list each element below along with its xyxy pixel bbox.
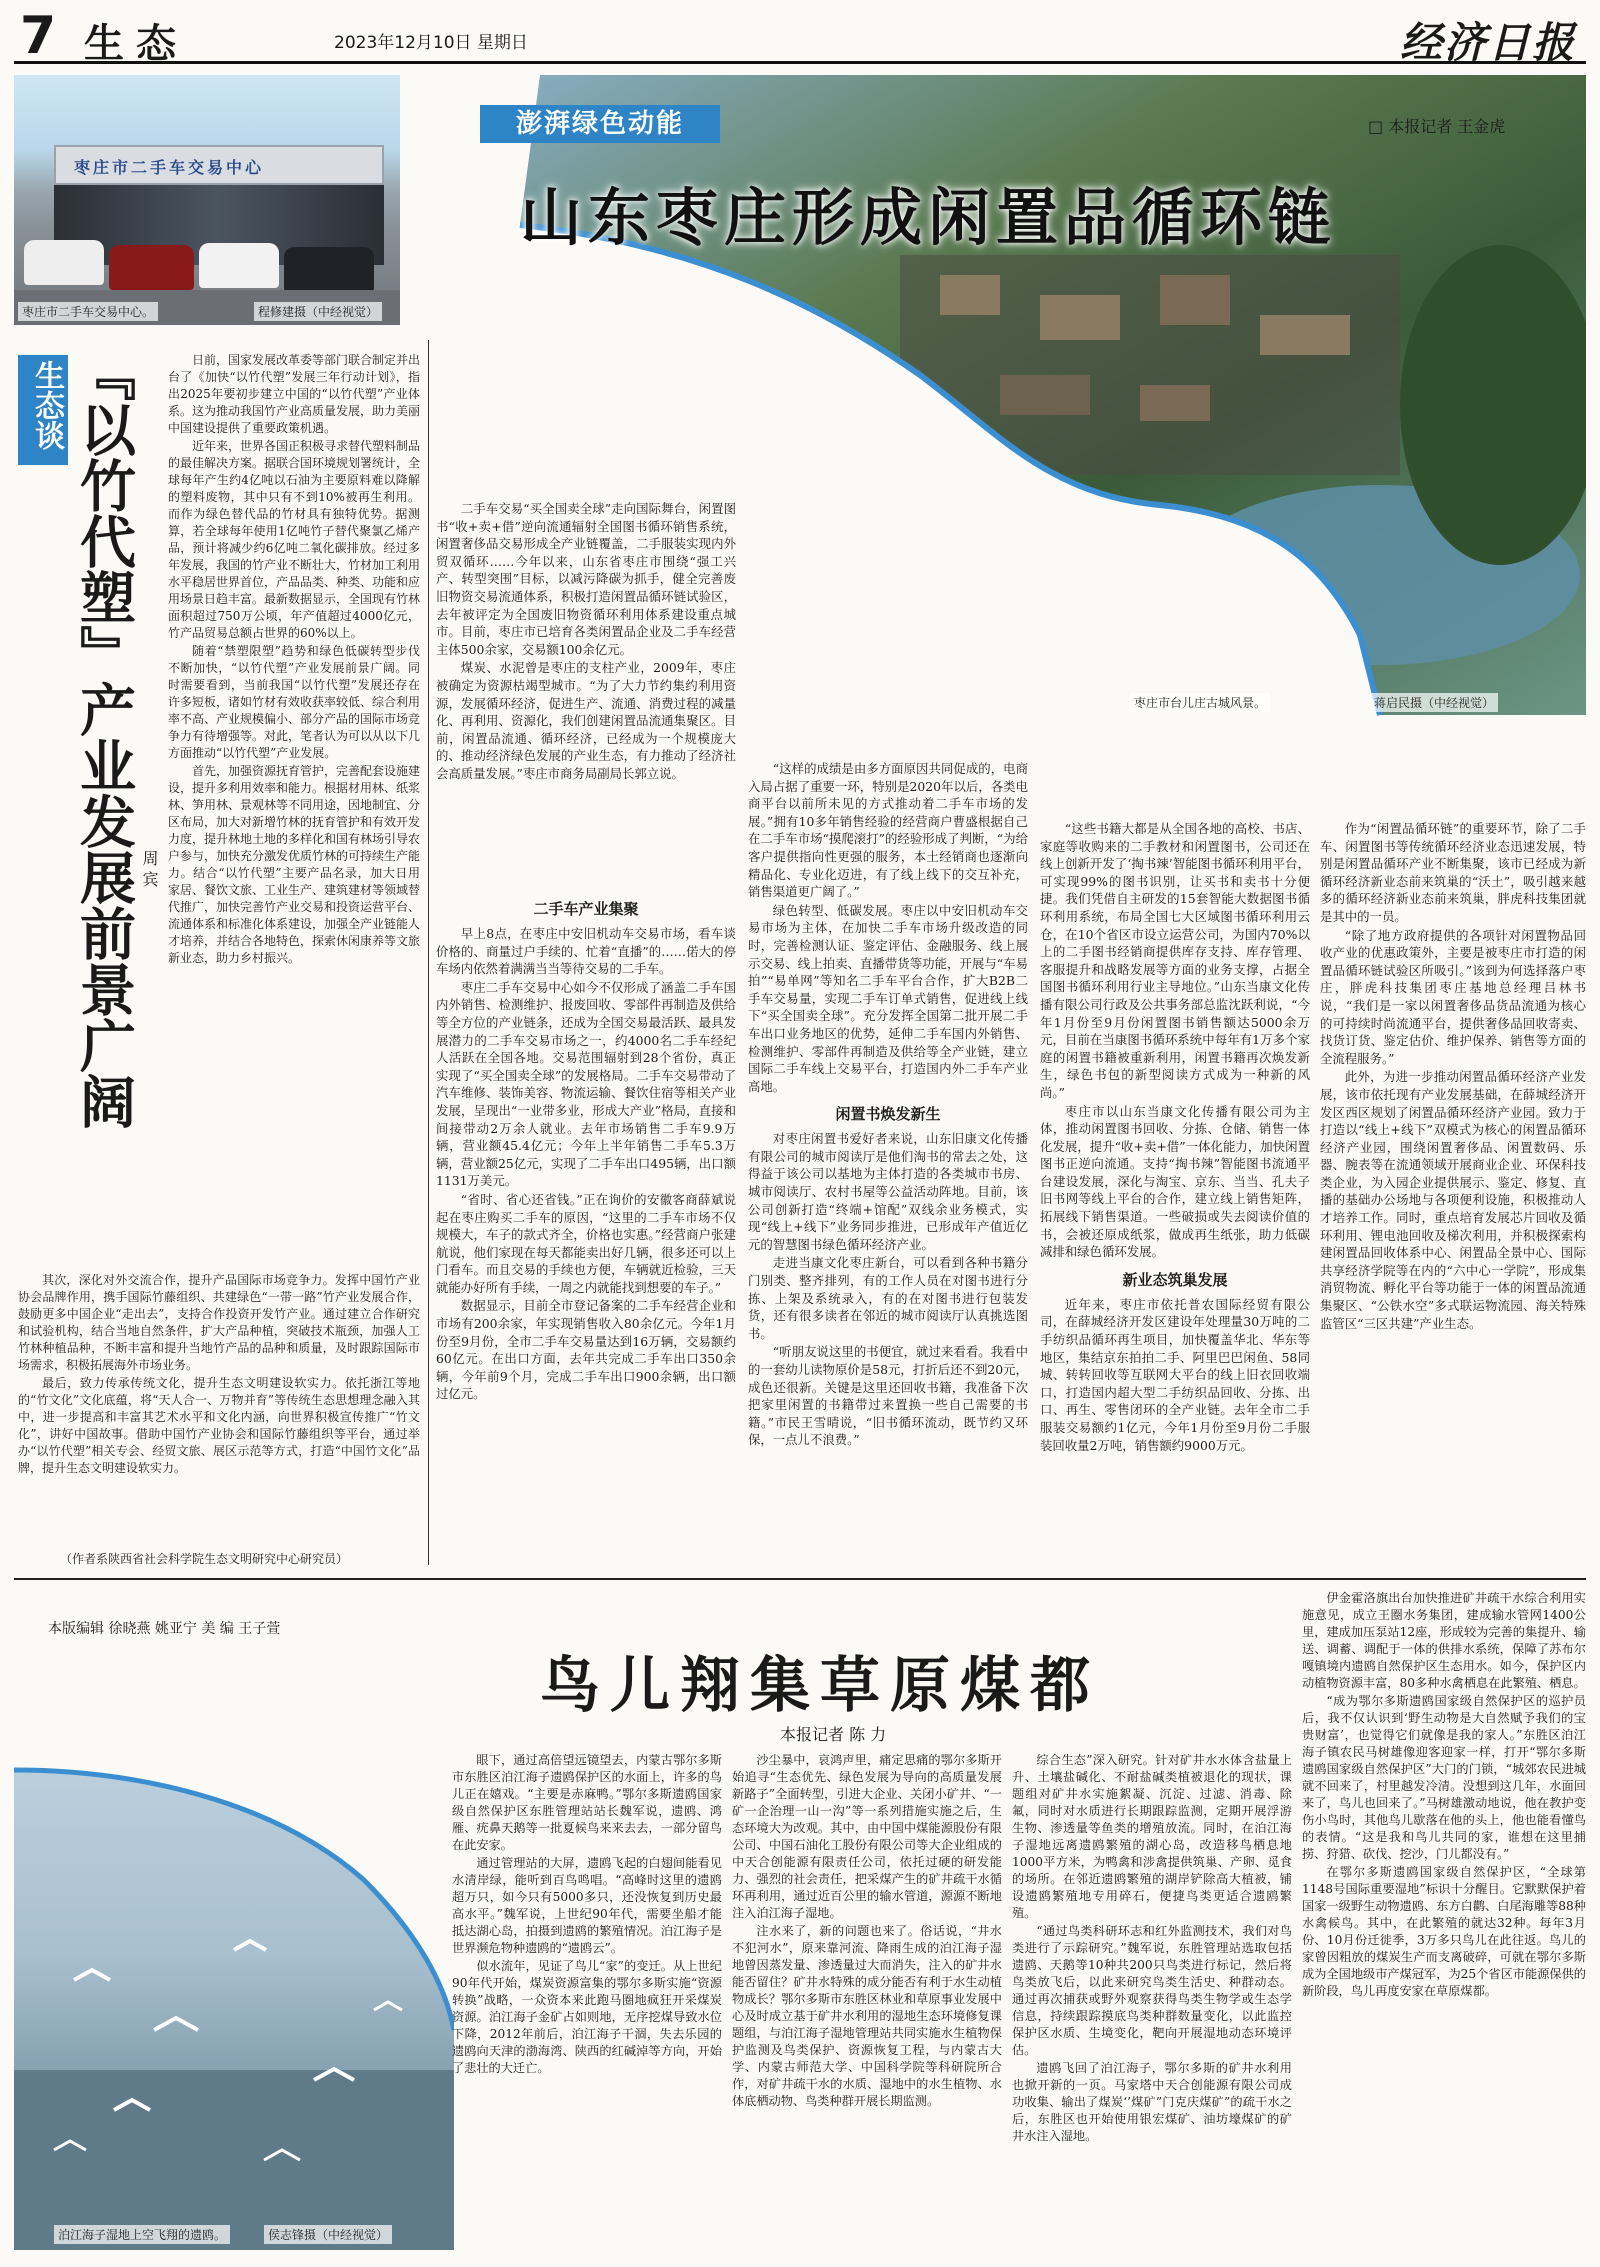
- bottom-headline: 鸟儿翔集草原煤都: [540, 1651, 1100, 1721]
- top-byline: □ 本报记者 王金虎: [1368, 117, 1506, 136]
- photo-relict-gulls: [14, 1650, 454, 2250]
- main-paragraph: 枣庄市以山东当康文化传播有限公司为主体，推动闲置图书回收、分拣、仓储、销售一体化发展，提升“收+卖+借”一体化能力，加快闲置图书正逆向流通。支持“掏书辣”智能图书流通平台建设发展，深化与淘宝、京东、当当、孔夫子旧书网等线上平台的合作，建立线上销售矩阵，拓展线下销售渠道。一些破损或失去阅读价值的书，会被还原成纸浆，做成再生纸张，助力低碳减排和绿色循环发展。: [1040, 1103, 1310, 1260]
- photo2-caption: 枣庄市台儿庄古城风景。: [1130, 693, 1270, 712]
- main-paragraph: 此外，为进一步推动闲置品循环经济产业发展，该市依托现有产业发展基础，在薛城经济开发区西区规划了闲置品循环经济产业园。致力于打造以“线上+线下”双模式为核心的闲置品循环经济产业园，围绕闲置奢侈品、闲置数码、乐器、腕表等在流通领域开展商业企业、环保科技类企业，为入园企业提供展示、鉴定、修复、直播的基础办公场地与各项便利设施，积极推动人才培养工作。同时，重点培育发展芯片回收及循环利用、锂电池回收及梯次利用，并积极探索构建闲置品回收体系中心、闲置品全景中心、国际共享经济学院等在内的“六中心一学院”，形成集消贸物流、孵化平台等功能于一体的闲置品流通集聚区、“公铁水空”多式联运物流园、海关特殊监管区“三区共建”产业生态。: [1320, 1069, 1586, 1331]
- main-paragraph: “除了地方政府提供的各项针对闲置物品回收产业的优惠政策外，主要是被枣庄市打造的闲置品循环链试验区所吸引。”该到为何选择落户枣庄，胖虎科技集团枣庄基地总经理吕林书说，“我们是一家以闲置奢侈品货品流通为核心的可持续时尚流通平台，提供奢侈品回收寄卖、找货订货、鉴定估价、维护保养、销售等方面的全流程服务。”: [1320, 927, 1586, 1066]
- bottom-paragraph: 眼下，通过高倍望远镜望去，内蒙古鄂尔多斯市东胜区泊江海子遗鸥保护区的水面上，许多的鸟儿正在嬉戏。“主要是赤麻鸭。”鄂尔多斯遗鸥国家级自然保护区东胜管理站站长魏军说，遗鸥、鸿雁、疣鼻天鹅等一批夏候鸟来来去去，一部分留鸟在此安家。: [452, 1753, 722, 1852]
- opinion-author-note: （作者系陕西省社会科学院生态文明研究中心研究员）: [60, 1552, 349, 1566]
- bottom-paragraph: 综合生态”深入研究。针对矿井水水体含盐量上升、土壤盐碱化、不耐盐碱类植被退化的现状，课题组对矿井水实施絮凝、沉淀、过滤、消毒、除氟，同时对水质进行长期跟踪监测，定期开展浮游生物、渗透量等鱼类的增殖放流。同时，在泊江海子湿地远离遗鸥繁殖的湖心岛，改造移鸟栖息地1000平方米，为鸭禽和涉禽提供筑巢、产卵、觅食的场所。在邻近遗鸥繁殖的湖岸铲除高大植被，铺设遗鸥繁殖地专用碎石，便捷鸟类更适合遗鸥繁殖。: [1012, 1753, 1292, 1920]
- main-paragraph: “这样的成绩是由多方面原因共同促成的，电商入局占据了重要一环，特别是2020年以后，各类电商平台以前所未见的方式推动着二手车市场的发展。”拥有10多年销售经验的经营商户曹盛根据自己在二手车市场“摸爬滚打”的经验形成了判断，“为给客户提供指向性更强的服务，本土经销商也逐渐向精品化、专业化迈进，有了线上线下的交互补充，销售渠道更广阔了。”: [748, 761, 1028, 900]
- photo2-credit: 蒋启民摄（中经视觉）: [1370, 693, 1498, 712]
- bottom-paragraph: “通过鸟类科研环志和红外监测技术，我们对鸟类进行了示踪研究。”魏军说，东胜管理站选取包括遗鸥、天鹅等10种共200只鸟类进行标记，然后将鸟类放飞后，以此来研究鸟类生活史、种群动态。通过再次捕获或野外观察获得鸟类生物学或生态学信息，持续跟踪摸底鸟类种群数量变化，以此监控保护区水质、生境变化，靶向开展湿地动态环境评估。: [1012, 1924, 1292, 2057]
- photo1-caption: 枣庄市二手车交易中心。: [18, 302, 158, 321]
- main-paragraph: 早上8点，在枣庄中安旧机动车交易市场，看车谈价格的、商量过户手续的、忙着“直播”的……偌大的停车场内依然着满满当当等待交易的二手车。: [436, 926, 736, 977]
- main-paragraph: 对枣庄闲置书爱好者来说，山东旧康文化传播有限公司的城市阅读厅是他们淘书的常去之处，这得益于该公司以基地为主体打造的各类城市书房、城市阅读厅、农村书屋等公益活动阵地。目前，该公司创新打造“终端+馆配”双线余业务模式，实现“线上+线下”业务同步推进，已形成年产值近亿元的智慧图书绿色循环经济产业。: [748, 1131, 1028, 1252]
- bottom-paragraph: 通过管理站的大屏，遗鸥飞起的白翅间能看见水清岸绿，能听到百鸟鸣唱。“高峰时这里的遗鸥超万只，如今只有5000多只，还没恢复到历史最高水平。”魏军说，上世纪90年代，需要坐船才能抵达湖心岛，拍摄到遗鸥的繁殖情况。泊江海子是世界濒危物种遗鸥的“遗鸥云”。: [452, 1856, 722, 1955]
- opinion-tag-text: 生态谈: [29, 360, 64, 450]
- opinion-paragraph: 首先，加强资源抚育管护，完善配套设施建设，提升多利用效率和能力。根据材用林、纸浆林、笋用林、景观林等不同用途，因地制宜、分区布局，加大对新增竹林的抚育管护和有效开发力度，提升林地土地的多样化和国有林场引导农户参与，加快充分激发优质竹林的可持续生产能力。结合“以竹代塑”主要产品名录，加大日用家居、餐饮文旅、工业生产、建筑建材等领域替代推广，加快完善竹产业交易和投资运营平台、流通体系和标准化体系建设，加强全产业链能人才培养，并结合各地特色，探索休闲康养等文旅新业态，助力乡村振兴。: [168, 764, 420, 965]
- main-paragraph: “省时、省心还省钱。”正在询价的安徽客商薛斌说起在枣庄购买二手车的原因，“这里的二手车市场不仅规模大，车子的款式齐全，价格也实惠。”经营商户张建航说，他们家现在每天都能卖出好几辆，很多还可以上门看车。而且交易的手续也方便，车辆就近检验，三天就能办好所有手续，一周之内就能找到想要的车子。”: [436, 1191, 736, 1295]
- subhead-new-formats: 新业态筑巢发展: [1122, 1270, 1228, 1289]
- opinion-paragraph: 随着“禁塑限塑”趋势和绿色低碳转型步伐不断加快，“以竹代塑”产业发展前景广阔。同时需要看到，当前我国“以竹代塑”发展还存在许多短板，诸如竹材有效收获率较低、综合利用率不高、产业规模偏小、部分产品的国际市场竞争力有待增强等。对此，笔者认为可以从以下几方面推动“以竹代塑”产业发展。: [168, 644, 420, 760]
- bottom-paragraph: 在鄂尔多斯遗鸥国家级自然保护区，“全球第1148号国际重要湿地”标识十分醒目。它默默保护着国家一级野生动物遗鸥、东方白鹳、白尾海雕等88种水禽候鸟。其中，在此繁殖的就达32种。每年3月份、10月份迁徙季，3万多只鸟儿在此往返。鸟儿的家曾因粗放的煤炭生产而支离破碎，可就在鄂尔多斯成为全国地级市产煤冠军，为25个省区市能源保供的新阶段，鸟儿再度安家在草原煤都。: [1302, 1865, 1586, 1998]
- page-number: 7: [20, 6, 57, 66]
- bottom-paragraph: 伊金霍洛旗出台加快推进矿井疏干水综合利用实施意见，成立王圈水务集团，建成输水管网1400公里，建成加压泵站12座，形成较为完善的集提升、输送、调蓄、调配于一体的供排水系统，保障了苏布尔嘎镇境内遗鸥自然保护区生态用水。如今，保护区内动植物资源丰富，80多种水禽栖息在此繁殖、栖息。: [1302, 1591, 1586, 1690]
- section-name: 生态: [84, 20, 188, 67]
- main-paragraph: 走进当康文化枣庄新台，可以看到各种书籍分门别类、整齐排列，有的工作人员在对图书进行分拣、上架及系统录入，有的在对图书进行包装发货，还有很多读者在邻近的城市阅读厅认真挑选图书。: [748, 1255, 1028, 1341]
- bird-photo-caption: 泊江海子湿地上空飞翔的遗鸥。: [54, 2225, 230, 2244]
- opinion-paragraph: 最后，致力传承传统文化，提升生态文明建设软实力。依托浙江等地的“竹文化”文化底蕴，将“天人合一、万物并育”等传统生态思想理念融入其中，进一步提高和丰富其艺术水平和文化内涵，向世界积极宣传推广“竹文化”，讲好中国故事。借助中国竹产业协会和国际竹藤组织等平台，通过举办“以竹代塑”相关专会、经贸文旅、展区示范等方式，打造“中国竹文化”品牌，提升生态文明建设软实力。: [18, 1376, 420, 1475]
- main-paragraph: 枣庄二手车交易中心如今不仅形成了涵盖二手车国内外销售、检测维护、报废回收、零部件再制造及供给等全方位的产业链条，还成为全国交易最活跃、最具发展潜力的二手车交易市场之一，约4000名二手车经纪人活跃在全国各地。交易范围辐射到28个省份，真正实现了“买全国卖全球”的发展格局。二手车交易带动了汽车维修、装饰美容、物流运输、餐饮住宿等相关产业发展，呈现出“一业带多业，形成大产业”格局，直接和间接带动2万余人就业。去年市场销售二手车9.9万辆，营业额45.4亿元；今年上半年销售二手车5.3万辆，营业额25亿元，实现了二手车出口495辆，出口额1131万美元。: [436, 979, 736, 1189]
- main-paragraph: 绿色转型、低碳发展。枣庄以中安旧机动车交易市场为主体，在加快二手车市场升级改造的同时，完善检测认证、鉴定评估、金融服务、线上展示交易、线上拍卖、直播带货等功能，开展与“车易拍”“易单网”等知名二手车平台合作，扩大B2B二手车交易量，实现二手车订单式销售，促进线上线下“买全国卖全球”。充分发挥全国第二批开展二手车出口业务地区的优势，延伸二手车国内外销售、检测维护、零部件再制造及供给等全产业链，建立国际二手车线上交易平台，打造国内外二手车产业高地。: [748, 902, 1028, 1094]
- main-paragraph: “这些书籍大都是从全国各地的高校、书店、家庭等收购来的二手教材和闲置图书，公司还在线上创新开发了‘掏书辣’智能图书循环利用平台，可实现99%的图书识别，让买书和卖书十分便捷。我们凭借自主研发的15套智能大数据图书循环利用系统，布局全国七大区域图书循环利用云仓，在10个省区市设立运营公司，为国内70%以上的二手图书经销商提供库存支持、库存管理、客服提升和战略发展等方面的业务支撑，占据全国图书循环利用行业主导地位。”山东当康文化传播有限公司行政及公共事务部总监沈跃利说，“今年1月份至9月份闲置图书销售额达5000余万元，目前在当康图书循环系统中每年有1万多个家庭的闲置书籍被重新利用，闲置书籍再次焕发新生，绿色书包的新型阅读方式成为一种新的风尚。”: [1040, 821, 1310, 1100]
- column-divider: [428, 340, 429, 1565]
- bottom-col-3: [1012, 1752, 1292, 2257]
- bottom-paragraph: 似水流年，见证了鸟儿“家”的变迁。从上世纪90年代开始，煤炭资源富集的鄂尔多斯实施“资源转换”战略，一众资本来此跑马圈地疯狂开采煤炭资源。泊江海子金矿占如则地，无序挖煤导致水位下降，2012年前后，泊江海子干涸，失去乐园的遗鸥向天津的渤海湾、陕西的红碱淖等方向，开始了悲壮的大迁亡。: [452, 1959, 722, 2075]
- editor-credits: 本版编辑 徐晓燕 姚亚宁 美 编 王子萱: [48, 1621, 281, 1637]
- opinion-paragraph: 日前，国家发展改革委等部门联合制定并出台了《加快“以竹代塑”发展三年行动计划》，指出2025年要初步建立中国的“以竹代塑”产业体系。这为推动我国竹产业高质量发展，助力美丽中国建设提供了重要政策机遇。: [168, 353, 420, 435]
- opinion-paragraph: 近年来，世界各国正积极寻求替代塑料制品的最佳解决方案。据联合国环境规划署统计，全球每年产生约4亿吨以石油为主要原料难以降解的塑料废物，其中只有不到10%被再生利用。而作为绿色替代品的竹材具有独特优势。据测算，若全球每年使用1亿吨竹子替代聚氯乙烯产品，预计将减少约6亿吨二氧化碳排放。经过多年发展，我国的竹产业不断壮大，竹材加工利用水平稳居世界首位，产品品类、种类、功能和应用场景日趋丰富。最新数据显示，全国现有竹林面积超过750万公顷，年产值超过4000亿元，竹产品贸易总额占世界的60%以上。: [168, 439, 420, 640]
- bottom-paragraph: “成为鄂尔多斯遗鸥国家级自然保护区的巡护员后，我不仅认识到‘野生动物是大自然赋予我们的宝贵财富’，也觉得它们就像是我的家人。”东胜区泊江海子镇农民马树雄像迎客迎家一样，打开“鄂尔多斯遗鸥国家级自然保护区”大门的门锁，“城郊农民进城就不回来了，村里越发冷清。没想到这几年，水面回来了，鸟儿也回来了。”马树雄激动地说，他在教护变伤小鸟时，其他鸟儿歇落在他的头上，他也能看懂鸟的表情。“这是我和鸟儿共同的家，谁想在这里捕捞、狩猎、砍伐、挖沙，门儿都没有。”: [1302, 1694, 1586, 1861]
- bottom-byline: 本报记者 陈 力: [780, 1725, 887, 1744]
- opinion-paragraph: 其次，深化对外交流合作，提升产品国际市场竞争力。发挥中国竹产业协会品牌作用，携手国际竹藤组织、共建绿色“一带一路”竹产业发展合作，鼓励更多中国企业“走出去”，支持合作投资开发竹产业。通过建立合作研究和试验机构，结合当地自然条件，扩大产品种植，突破技术瓶颈，加强人工竹林种植品种，不断丰富和提升当地竹产品的品种和质量，及时跟踪国际市场需求，积极拓展海外市场业务。: [18, 1273, 420, 1372]
- opinion-body-bottom: [18, 1272, 420, 1548]
- section-kicker: 澎湃绿色动能: [480, 105, 720, 143]
- subhead-books: 闲置书焕发新生: [835, 1105, 941, 1124]
- bottom-col-4: [1302, 1590, 1586, 2257]
- main-paragraph: 二手车交易“买全国卖全球”走向国际舞台，闲置图书“收+卖+借”逆向流通辐射全国图书循环销售系统，闲置奢侈品交易形成全产业链覆盖，二手服装实现内外贸双循环……今年以来，山东省枣庄市围绕“强工兴产、转型突围”目标，以减污降碳为抓手，健全完善废旧物资交易流通体系，积极打造闲置品循环链试验区，去年被评定为全国废旧物资循环利用体系建设重点城市。目前，枣庄市已培育各类闲置品企业及二手车经营主体500余家，交易额100余亿元。: [436, 501, 736, 657]
- main-headline: 山东枣庄形成闲置品循环链: [520, 181, 1337, 254]
- market-sign: 枣庄市二手车交易中心: [74, 158, 265, 177]
- opinion-headline: 『以竹代塑』产业发展前景广阔: [71, 345, 137, 1129]
- opinion-body-top: [168, 352, 420, 1266]
- masthead: [14, 6, 1586, 67]
- bird-photo-shape: [14, 1650, 454, 2250]
- main-paragraph: 煤炭、水泥曾是枣庄的支柱产业，2009年，枣庄被确定为资源枯竭型城市。“为了大力节约集约利用资源，发展循环经济，促进生产、流通、消费过程的减量化、再利用、资源化，我们创建闲置品流通集聚区。目前，闲置品流通、循环经济，已经成为一个规模庞大的、推动经济绿色发展的产业生态，有力推动了经济社会高质量发展。”枣庄市商务局副局长郭立说。: [436, 660, 736, 781]
- main-paragraph: 近年来，枣庄市依托普农国际经贸有限公司，在薛城经济开发区建设年处理量30万吨的二手纺织品循环再生项目，加快覆盖华北、华东等地区，集结京东拍拍二手、阿里巴巴闲鱼、58同城、转转回收等互联网大平台的线上旧衣回收端口，打造国内超大型二手纺织品回收、分拣、出口、再生、零售闭环的全产业链。去年全市二手服装交易额约1亿元，今年1月份至9月份二手服装回收量2万吨，销售额约9000万元。: [1040, 1296, 1310, 1453]
- bottom-col-2: [732, 1752, 1002, 2257]
- main-col-1: [436, 500, 736, 890]
- newspaper-logo: 经济日报: [1399, 18, 1576, 67]
- bottom-paragraph: 注水来了，新的问题也来了。俗话说，“井水不犯河水”，原来靠河流、降雨生成的泊江海子湿地曾因蒸发量、渗透量过大而消失，注入的矿井水能否留住？矿井水特殊的成分能否有利于水生动植物成长？鄂尔多斯市东胜区林业和草原事业发展中心及时成立基于矿井水利用的湿地生态环境修复课题组，与泊江海子湿地管理站共同实施水生植物保护监测及鸟类保护、资源恢复工程，与内蒙古大学、内蒙古师范大学、中国科学院等科研院所合作，对矿井疏干水的水质、湿地中的水生植物、水体底栖动物、鸟类种群开展长期监测。: [732, 1924, 1002, 2108]
- bottom-col-1: [452, 1752, 722, 2257]
- issue-date: 2023年12月10日 星期日: [334, 33, 528, 53]
- main-paragraph: “听朋友说这里的书便宜，就过来看看。我看中的一套幼儿读物原价是58元，打折后还不到20元，成色还很新。关键是这里还回收书籍，我准备下次把家里闲置的书籍带过来置换一些自己需要的书籍。”市民王雪晴说，“旧书循环流动，既节约又环保，一点儿不浪费。”: [748, 1344, 1028, 1448]
- main-col-4: [1040, 820, 1310, 1570]
- bird-photo-credit: 侯志锋摄（中经视觉）: [264, 2225, 392, 2244]
- photo1-credit: 程修建摄（中经视觉）: [254, 302, 382, 321]
- main-col-5: [1320, 820, 1586, 1570]
- bottom-paragraph: 遗鸥飞回了泊江海子，鄂尔多斯的矿井水利用也掀开新的一页。马家塔中天合创能源有限公司成功收集、输出了煤炭‘’煤矿”门克庆煤矿”的疏干水之后，东胜区也开始使用银宏煤矿、油坊壕煤矿的矿井水注入湿地。: [1012, 2061, 1292, 2143]
- photo-used-car-market: [14, 75, 414, 325]
- bottom-paragraph: 沙尘暴中，哀鸿声里，痛定思痛的鄂尔多斯开始追寻“生态优先、绿色发展为导向的高质量发展新路子”全面转型，引进大企业、关闭小矿井、“一矿一企治理一山一沟”等一系列措施实施之后，生态环境大为改观。其中，由中国中煤能源股份有限公司、中国石油化工股份有限公司等大企业组成的中天合创能源有限责任公司，依托过硬的研发能力、强烈的社会责任，把采煤产生的矿井疏干水循环再利用，通过近百公里的输水管道，源源不断地注入泊江海子湿地。: [732, 1753, 1002, 1920]
- subhead-used-cars: 二手车产业集聚: [533, 900, 639, 918]
- main-col-2: [436, 890, 736, 1570]
- main-paragraph: 作为“闲置品循环链”的重要环节，除了二手车、闲置图书等传统循环经济业态迅速发展，特别是闲置品循环产业不断集聚，该市已经成为新循环经济新业态前来筑巢的“沃土”，吸引越来越多的循环经济新业态前来筑巢，胖虎科技集团就是其中的一员。: [1320, 821, 1586, 924]
- main-col-3: [748, 760, 1028, 1570]
- section-divider: [14, 1578, 1586, 1580]
- opinion-author: 周 宾: [140, 850, 159, 888]
- main-paragraph: 数据显示，目前全市登记备案的二手车经营企业和市场有200余家，年实现销售收入80余亿元。今年1月份至9月份，全市二手车交易量达到16万辆，交易额约60亿元。在出口方面，去年共完成二手车出口350余辆，今年前9个月，完成二手车出口900余辆，出口额过亿元。: [436, 1298, 736, 1402]
